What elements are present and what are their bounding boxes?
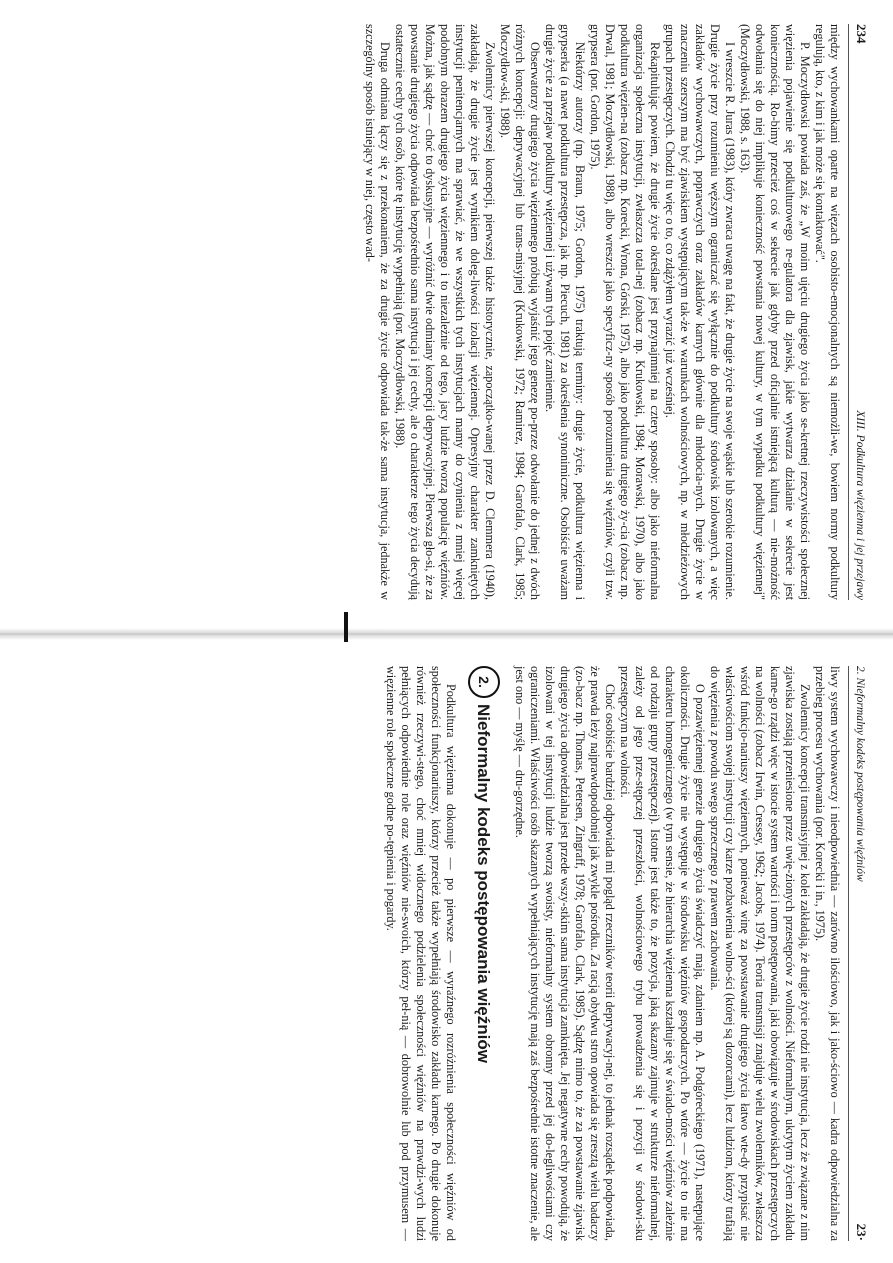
left-paragraph: Zwolennicy pierwszej koncepcji, pierwszej także historycznie, zapoczątko-wanej przez D. Clemmera (1940), zakładają, że drugie życie jest wynikiem doleg-liwości izolacji więziennej. Opresyjny charakter zamkniętych instytucji penitencjarnych ma sprawiać, że we wszystkich tych instytucjach mamy do czynienia z mniej więcej podobnym obrazem drugiego życia więziennego i to niezależnie od tego, jacy ludzie tworzą populację więźniów. Można, jak sądzę — choć to dyskusyjne — wyróżnić dwie odmiany koncepcji deprywacyjnej. Pierwsza gło-si, że za powstanie drugiego życia odpowiada bezpośrednio sama instytucja i jej cechy, ale o charakterze tego życia decydują ostatecznie cechy tych osób, które tę instytucję wypełniają (por. Moczydłowski, 1988). bbox=[393, 24, 497, 600]
left-paragraph: Obserwatorzy drugiego życia więziennego próbują wyjaśnić jego genezę po-przez odwołanie do jednej z dwóch różnych koncepcji: deprywacyjnej lub trans-misyjnej (Krukowski, 1972; Ramirez, 1984; Garofalo, Clark, 1985; Moczydłow-ski, 1988). bbox=[498, 24, 542, 600]
section-number-badge: 2. bbox=[468, 666, 500, 698]
left-paragraph: Druga odmiana łączy się z przekonaniem, że za drugie życie odpowiada tak-że sama instytucja, jednakże w szczególny sposób istniejący w niej, często wad- bbox=[363, 24, 392, 600]
right-running-head bbox=[848, 666, 869, 1241]
right-running-title: 2. Nieformalny kodeks postępowania więźniów bbox=[854, 666, 866, 882]
right-paragraph: Zwolennicy koncepcji transmisyjnej z kolei zakładają, że drugie życie rodzi nie instytucja, lecz że związane z nim zjawiska zostają przeniesione przez uwię-zionych przestępców z wolności. Nieformalnym, ukrytym życiem zakładu karne-go rządzi więc w istocie system wartości i norm postępowania, jaki obowiązuje w środowiskach przestępczych na wolności (zobacz Irwin, Cressey, 1962; Jacobs, 1974). Teoria transmisji znajduje wielu zwolenników, zwłaszcza wśród funkcjo-nariuszy więziennych, ponieważ winę za powstawanie drugiego życia łatwo wte-dy przypisać nie właściwościom swojej instytucji czy karze pozbawienia wolno-ści (której są dozorcami), lecz ludziom, którzy trafiają do więzienia z powodu swego sprzecznego z prawem zachowania. bbox=[708, 666, 812, 1241]
section-heading bbox=[468, 666, 500, 1241]
section-title: Nieformalny kodeks postępowania więźniów bbox=[474, 704, 494, 1063]
left-paragraph: Niektórzy autorzy (np. Braun, 1975; Gordon, 1975) traktują terminy: drugie życie, podkultura więzienna i grypserka (a nawet podkultura przestępcza, jak np. Piecuch, 1981) za określenia synonimiczne. Osobiście uważam drugie życie za przejaw podkultury więziennej i używam tych pojęć zamiennie. bbox=[543, 24, 587, 600]
scan-edge-mark bbox=[344, 612, 348, 642]
right-paragraph: Podkultura więzienna dokonuje — po pierwsze — wyraźnego rozróżnienia społeczności więźniów od społeczności funkcjonariuszy, którzy przecież także wypełniają środowisko zakładu karnego. Po drugie dokonuje również rzeczywi-stego, choć mniej widocznego podzielenia społeczności więźniów na prawdzi-wych ludzi pełniących odpowiednie role oraz więźniów nie-swoich, którzy peł-nią — dobrowolnie lub pod przymusem — więzienne role społeczne godne po-tępienia i pogardy. bbox=[384, 666, 458, 1241]
right-page bbox=[0, 640, 893, 1263]
left-paragraph: Rekapitulując powiem, że drugie życie określane jest przynajmniej na cztery sposoby: albo jako nieformalna organizacja społeczna instytucji, zwłaszcza total-nej (zobacz np. Krukowski, 1984; Morawski, 1970), albo jako podkultura więzien-na (zobacz np. Korecki, Wrona, Górski, 1975), albo jako podkultura drugiego ży-cia (zobacz np. Drwal, 1981; Moczydłowski, 1988), albo wreszcie jako specyficz-ny sposób porozumienia się więźniów, czyli tzw. grypsera (por. Gordon, 1975). bbox=[588, 24, 662, 600]
book-gutter bbox=[0, 628, 893, 640]
right-paragraph: Choć osobiście bardziej odpowiada mi pogląd rzeczników teorii deprywacyj-nej, to jednak rozsądek podpowiada, że prawda leży najprawdopodobniej jak zwykle pośrodku. Za racją obydwu stron opowiada się zresztą wielu badaczy (zo-bacz np. Thomas, Petersen, Zingraff, 1978; Garofalo, Clark, 1985). Sądzę mimo to, że za powstawanie zjawisk drugiego życia odpowiedzialna jest przede wszy-stkim sama instytucja zamknięta. Jej negatywne cechy powodują, że izolowani w tej instytucji ludzie tworzą swoisty, nieformalny system obronny przed jej do-legliwościami czy ograniczeniami. Właściwości osób skazanych wypełniających instytucję mają zaś bezpośrednie istotne znaczenie, ale jest ono — myślę — dru-gorzędne. bbox=[513, 666, 617, 1241]
left-paragraph: P. Moczydłowski powiada zaś, że „W moim ujęciu drugiego życia jako se-kretnej rzeczywistości społecznej więzienia pojawienie się podkulturowego re-gulatora dla zjawisk, jakie wytwarza działanie w sekrecie jest koniecznością. Ro-bimy przecież coś w sekrecie jak gdyby przed oficjalnie istniejącą kulturą — nie-możność odwołania się do niej implikuje konieczność powstania nowej kultury, w tym wypadku podkultury więziennej" (Moczydłowski, 1988, s. 163). bbox=[738, 24, 812, 600]
left-running-title: XIII. Podkultura więzienna i jej przejawy bbox=[854, 410, 866, 600]
right-page-number: 23· bbox=[854, 1223, 869, 1241]
left-page bbox=[0, 0, 893, 628]
right-paragraph: O pozawięziennej genezie drugiego życia świadczyć mają, zdaniem np. A. Podgóreckiego (1971), następujące okoliczności. Drugie życie nie występuje w środowisku więźniów gospodarczych. Po wtóre — życie to nie ma charakteru homogenicznego (w tym sensie, że hierarchia więzienna kształtuje się w świado-mości więźniów zależnie od rodzaju grupy przestępczej). Istotne jest także to, że pozycja, jaką skazany zajmuje w strukturze nieformalnej, zależy od jego prze-stępczej przeszłości, wolnościowego trybu prowadzenia się i pozycji w środowi-sku przestępczym na wolności. bbox=[618, 666, 707, 1241]
left-paragraph: I wreszcie R. Juras (1983), który zwraca uwagę na fakt, że drugie życie na swoje wąskie lub szerokie rozumienie. Drugie życie przy rozumieniu węższym ograniczać się wyłącznie do podkultury środowisk izolowanych, a więc zakładów wychowawczych, poprawczych oraz zakładów karnych głównie dla młodocia-nych. Drugie życie w znaczeniu szerszym ma być zjawiskiem występującym tak-że w warunkach wolnościowych, np. w młodzieżowych grupach przestępczych. Chodzi tu więc o to, co zdążyłem wyrazić już wcześniej. bbox=[663, 24, 737, 600]
left-page-number: 234 bbox=[854, 24, 869, 44]
right-paragraph: liwy system wychowawczy i nieodpowiednia — zarówno ilościowo, jak i jako-ściowo — kadra odpowiedzialna za przebieg procesu wychowania (por. Korecki i in., 1975). bbox=[813, 666, 842, 1241]
left-running-head bbox=[848, 24, 869, 600]
left-paragraph: między wychowankami oparte na więzach osobisto-emocjonalnych są niemożli-we, bowiem normy podkultury regulują, kto, z kim i jak może się kontaktować". bbox=[813, 24, 842, 600]
